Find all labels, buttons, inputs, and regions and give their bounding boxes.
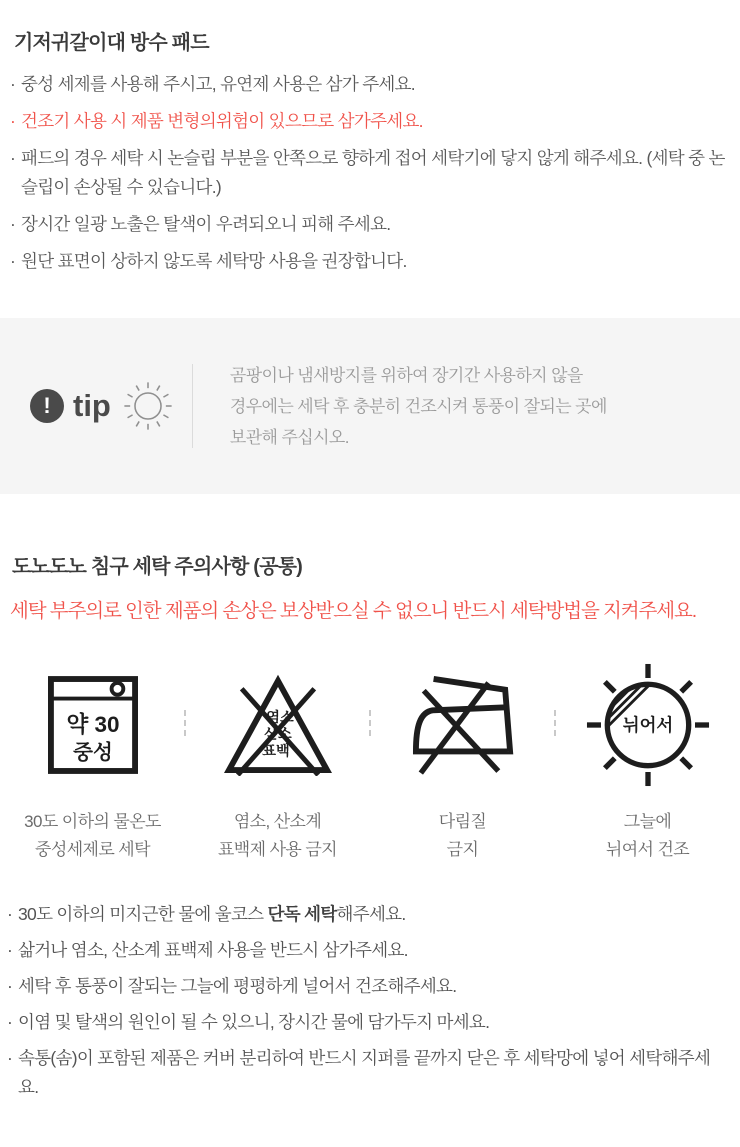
tip-line: 보관해 주십시오. [229, 427, 349, 447]
exclamation-glyph: ! [43, 393, 51, 418]
care-bullet-text: 원단 표면이 상하지 않도록 세탁망 사용을 권장합니다. [21, 251, 407, 271]
care-bullet-text: 건조기 사용 시 제품 변형의위험이 있으므로 삼가주세요. [21, 111, 423, 131]
symbol-label-line: 금지 [446, 840, 479, 859]
care-bullet [8, 144, 726, 202]
vertical-divider [192, 364, 193, 448]
wash-30-neutral-icon [48, 676, 138, 774]
icon-wrap [555, 660, 740, 790]
care-bullet-text: 중성 세제를 사용해 주시고, 유연제 사용은 삼가 주세요. [21, 74, 415, 94]
warning-text: 세탁 부주의로 인한 제품의 손상은 보상받으실 수 없으니 반드시 세탁방법을 지켜주세요. [10, 600, 697, 622]
symbol-no-bleach [185, 660, 370, 864]
care-bullet-text: 이염 및 탈색의 원인이 될 수 있으니, 장시간 물에 담가두지 마세요. [18, 1012, 490, 1032]
bullet-dot: · [10, 214, 16, 234]
sun-icon [121, 379, 175, 433]
tip-box [0, 318, 740, 494]
symbol-label [0, 808, 185, 864]
care-bullet-text: 30도 이하의 미지근한 물에 울코스 [18, 904, 268, 924]
icon-wrap [185, 660, 370, 790]
care-bullet [8, 247, 726, 276]
icon-text: 염소 [265, 710, 294, 727]
bullet-dot: · [10, 74, 16, 94]
tip-badge [30, 388, 111, 424]
exclamation-icon [30, 389, 64, 423]
page-title: 기저귀갈이대 방수 패드 [14, 32, 209, 54]
symbol-label-line: 다림질 [438, 812, 487, 831]
icon-text: 약 30 [65, 711, 120, 737]
care-bullet-text: 패드의 경우 세탁 시 논슬립 부분을 안쪽으로 향하게 접어 세탁기에 닿지 않게 해주세요. (세탁 중 논슬립이 손상될 수 있습니다.) [21, 148, 725, 197]
tip-label: tip [73, 388, 111, 423]
symbol-no-iron [370, 660, 555, 864]
common-care-bullet-list [7, 900, 726, 1102]
care-bullet [8, 210, 726, 239]
bullet-dot: · [7, 976, 13, 996]
care-bullet [8, 70, 726, 99]
care-bullet [7, 900, 726, 929]
symbol-label-line: 30도 이하의 물온도 [24, 812, 161, 831]
section-pad-care [0, 0, 740, 276]
symbol-label-line: 중성세제로 세탁 [35, 840, 150, 859]
care-bullet-text: 삶거나 염소, 산소계 표백제 사용을 반드시 삼가주세요. [18, 940, 408, 960]
bullet-dot: · [7, 940, 13, 960]
care-bullet-bold-text: 단독 세탁 [267, 904, 337, 924]
tip-line: 경우에는 세탁 후 충분히 건조시켜 통풍이 잘되는 곳에 [229, 396, 607, 416]
section-title: 도노도노 침구 세탁 주의사항 (공통) [12, 556, 303, 578]
icon-text: 중성 [72, 741, 113, 765]
symbol-label [370, 808, 555, 864]
care-bullet [7, 1008, 726, 1037]
bullet-dot: · [7, 1012, 13, 1032]
column-divider [184, 710, 186, 736]
symbol-label-line: 그늘에 [623, 812, 672, 831]
care-bullet-warning [8, 107, 726, 136]
column-divider [554, 710, 556, 736]
care-bullet-text: 해주세요. [336, 904, 406, 924]
symbol-label-line: 표백제 사용 금지 [217, 840, 337, 859]
care-bullet-text: 속통(솜)이 포함된 제품은 커버 분리하여 반드시 지퍼를 끝까지 닫은 후 세탁망에 넣어 세탁해주세요. [18, 1048, 711, 1097]
no-iron-icon [411, 674, 515, 776]
care-bullet-text: 세탁 후 통풍이 잘되는 그늘에 평평하게 널어서 건조해주세요. [18, 976, 457, 996]
bullet-dot: · [10, 148, 16, 168]
care-bullet [7, 972, 726, 1001]
symbol-wash-30-neutral [0, 660, 185, 864]
shade-dry-icon [586, 663, 710, 787]
icon-wrap [0, 660, 185, 790]
column-divider [369, 710, 371, 736]
tip-text [230, 360, 607, 453]
icon-wrap [370, 660, 555, 790]
symbol-label-line: 뉘여서 건조 [605, 840, 690, 859]
bullet-dot: · [10, 111, 16, 131]
symbol-label [555, 808, 740, 864]
bullet-dot: · [7, 904, 13, 924]
bullet-dot: · [10, 251, 16, 271]
laundry-symbols-row [0, 660, 740, 864]
care-bullet [7, 936, 726, 965]
care-bullet [7, 1044, 726, 1102]
bullet-dot: · [7, 1048, 13, 1068]
icon-text: 뉘어서 [622, 714, 673, 735]
section-common-care [0, 550, 740, 1102]
icon-text: 산소 [263, 726, 292, 743]
tip-line: 곰팡이나 냄새방지를 위하여 장기간 사용하지 않을 [229, 365, 583, 385]
no-bleach-icon [223, 674, 333, 776]
care-bullet-text: 장시간 일광 노출은 탈색이 우려되오니 피해 주세요. [21, 214, 391, 234]
symbol-shade-dry [555, 660, 740, 864]
care-bullet-list [8, 70, 726, 276]
symbol-label-line: 염소, 산소계 [233, 812, 322, 831]
symbol-label [185, 808, 370, 864]
icon-text: 표백 [261, 743, 290, 760]
